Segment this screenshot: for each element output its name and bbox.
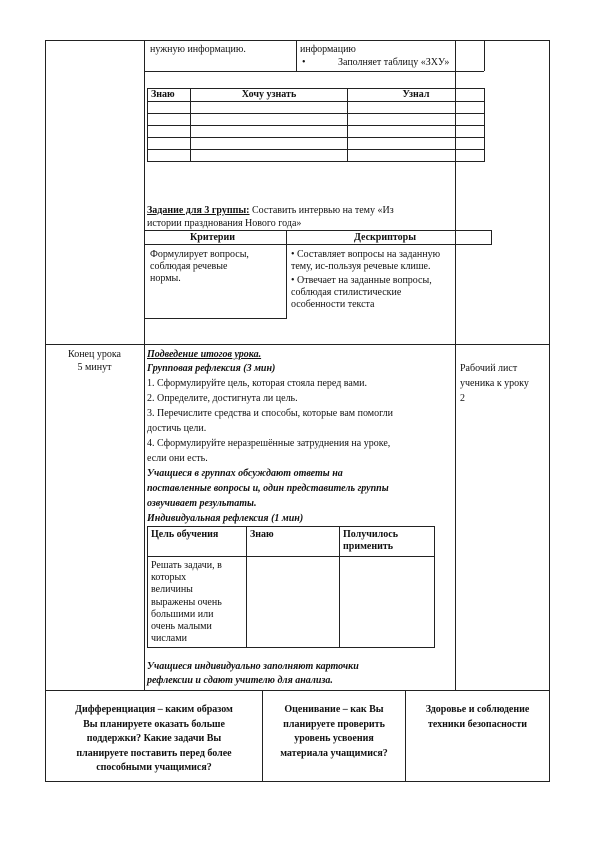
zxu-cell[interactable]	[348, 102, 485, 114]
reflection-applied-cell[interactable]	[340, 557, 435, 648]
reflection-card-table	[147, 526, 435, 648]
zxu-cell[interactable]	[348, 114, 485, 126]
assessment-line: Оценивание – как Вы	[284, 704, 384, 715]
descriptors-header: Дескрипторы	[354, 232, 416, 243]
reflection-item-2: 2. Определите, достигнута ли цель.	[147, 393, 298, 404]
frame-right-border	[549, 40, 550, 782]
crit-table-right	[491, 230, 492, 244]
group3-task	[147, 205, 394, 217]
group-note-line-3: озвучивает результаты.	[147, 498, 257, 509]
reflection-know-cell[interactable]	[247, 557, 340, 648]
table-row	[148, 102, 485, 114]
goal-line: большими или	[151, 608, 214, 620]
goal-line: величины	[151, 584, 193, 596]
criteria-line-2: соблюдая речевые	[150, 261, 228, 272]
goal-line: выражены очень	[151, 596, 222, 608]
goal-line: очень малыми	[151, 620, 212, 632]
descriptor-2-line-1: • Отвечает на заданные вопросы,	[291, 275, 432, 286]
reflection-header-applied-line-2: применить	[343, 541, 394, 553]
zxu-cell[interactable]	[148, 114, 191, 126]
differentiation-line: планируете поставить перед более	[76, 747, 232, 759]
zxu-cell[interactable]	[191, 138, 348, 150]
reflection-header-applied-line-1: Получилось	[343, 529, 398, 540]
zxu-header-know: Знаю	[148, 89, 191, 102]
descriptor-2-line-3: особенности текста	[291, 299, 375, 310]
table-row	[148, 126, 485, 138]
health-cell	[406, 703, 549, 732]
assessment-line: материала учащимися?	[280, 747, 388, 759]
reflection-header-know: Знаю	[247, 527, 340, 557]
summary-heading: Подведение итогов урока.	[147, 349, 262, 360]
zxu-cell[interactable]	[148, 150, 191, 162]
differentiation-cell	[46, 703, 262, 776]
crit-table-bottom	[144, 318, 287, 319]
group-note-line-2: поставленные вопросы и, один представитель группы	[147, 483, 389, 494]
reflection-item-4: 4. Сформулируйте неразрешённые затруднения на уроке,	[147, 438, 391, 449]
crit-table-divider	[286, 230, 287, 318]
assessment-line: планируете проверить	[283, 718, 385, 730]
top-cell-divider	[296, 40, 297, 71]
reflection-item-4-cont: если они есть.	[147, 453, 208, 464]
reflection-item-3-cont: достичь цели.	[147, 423, 207, 434]
zxu-cell[interactable]	[191, 150, 348, 162]
descriptor-1-line-2: тему, ис-пользуя речевые клише.	[291, 261, 431, 272]
differentiation-line: Вы планируете оказать больше	[83, 718, 225, 730]
zxu-cell[interactable]	[348, 138, 485, 150]
resources-line-2: ученика к уроку	[460, 378, 529, 389]
descriptor-2-line-2: соблюдая стилистические	[291, 287, 402, 298]
individual-note-line-1: Учащиеся индивидуально заполняют карточки	[147, 661, 359, 672]
row-divider-end-of-lesson	[45, 344, 550, 345]
row-divider-footer	[45, 690, 550, 691]
resources-line-1: Рабочий лист	[460, 363, 518, 374]
reflection-item-1: 1. Сформулируйте цель, которая стояла перед вами.	[147, 378, 367, 389]
col-divider-stage	[144, 40, 145, 691]
top-cell-bottom	[144, 71, 484, 72]
descriptor-1-line-1: • Составляет вопросы на заданную	[291, 249, 441, 260]
top-cell-right-line2: Заполняет таблицу «ЗХУ»	[338, 57, 450, 68]
frame-bottom-border	[45, 781, 550, 782]
frame-top-border	[45, 40, 550, 41]
zxu-cell[interactable]	[191, 126, 348, 138]
goal-line: Решать задачи, в	[151, 560, 222, 571]
goal-line: которых	[151, 572, 187, 584]
zxu-header-learned: Узнал	[348, 89, 485, 102]
zxu-table	[147, 88, 485, 162]
reflection-item-3: 3. Перечислите средства и способы, которые вам помогли	[147, 408, 394, 419]
individual-reflection-heading: Индивидуальная рефлексия (1 мин)	[147, 513, 304, 524]
goal-line: числами	[151, 633, 187, 645]
zxu-header-want: Хочу узнать	[191, 89, 348, 102]
differentiation-line: способными учащимися?	[96, 762, 212, 773]
table-row	[148, 150, 485, 162]
group3-task-text-2: истории празднования Нового года»	[147, 218, 302, 229]
table-row	[148, 138, 485, 150]
zxu-cell[interactable]	[148, 126, 191, 138]
reflection-card-header-row	[148, 527, 435, 557]
group-note-line-1: Учащиеся в группах обсуждают ответы на	[147, 468, 343, 479]
top-cell-left-text: нужную информацию.	[150, 44, 246, 55]
top-cell-right-line1: информацию	[300, 44, 356, 55]
zxu-cell[interactable]	[191, 102, 348, 114]
reflection-header-applied	[340, 527, 435, 557]
criteria-header: Критерии	[190, 232, 236, 243]
table-row	[148, 557, 435, 648]
group3-task-label: Задание для 3 группы:	[147, 205, 250, 216]
criteria-line-3: нормы.	[150, 273, 181, 284]
assessment-cell	[263, 703, 405, 761]
resources-line-3: 2	[460, 393, 465, 404]
differentiation-line: поддержки? Какие задачи Вы	[86, 733, 222, 744]
individual-note-line-2: рефлексии и сдают учителю для анализа.	[147, 675, 333, 686]
zxu-cell[interactable]	[148, 102, 191, 114]
differentiation-line: Дифференциация – каким образом	[75, 704, 233, 715]
stage-label-line-1: Конец урока	[68, 349, 121, 360]
reflection-header-goal: Цель обучения	[148, 527, 247, 557]
zxu-cell[interactable]	[348, 126, 485, 138]
reflection-goal-cell	[148, 557, 247, 648]
table-row	[148, 114, 485, 126]
crit-table-top	[144, 230, 492, 231]
stage-label-line-2: 5 минут	[77, 362, 112, 373]
health-line: техники безопасности	[427, 718, 528, 730]
assessment-line: уровень усвоения	[294, 733, 374, 744]
zxu-cell[interactable]	[191, 114, 348, 126]
top-cell-right-edge	[484, 40, 485, 71]
frame-left-border	[45, 40, 46, 782]
zxu-cell[interactable]	[348, 150, 485, 162]
group3-task-text-1: Составить интервью на тему «Из	[252, 205, 394, 216]
zxu-header-row	[148, 89, 485, 102]
zxu-cell[interactable]	[148, 138, 191, 150]
criteria-line-1: Формулирует вопросы,	[150, 249, 249, 260]
group-reflection-heading: Групповая рефлексия (3 мин)	[147, 363, 276, 374]
bullet-icon: •	[302, 57, 306, 68]
health-line: Здоровье и соблюдение	[425, 704, 530, 715]
